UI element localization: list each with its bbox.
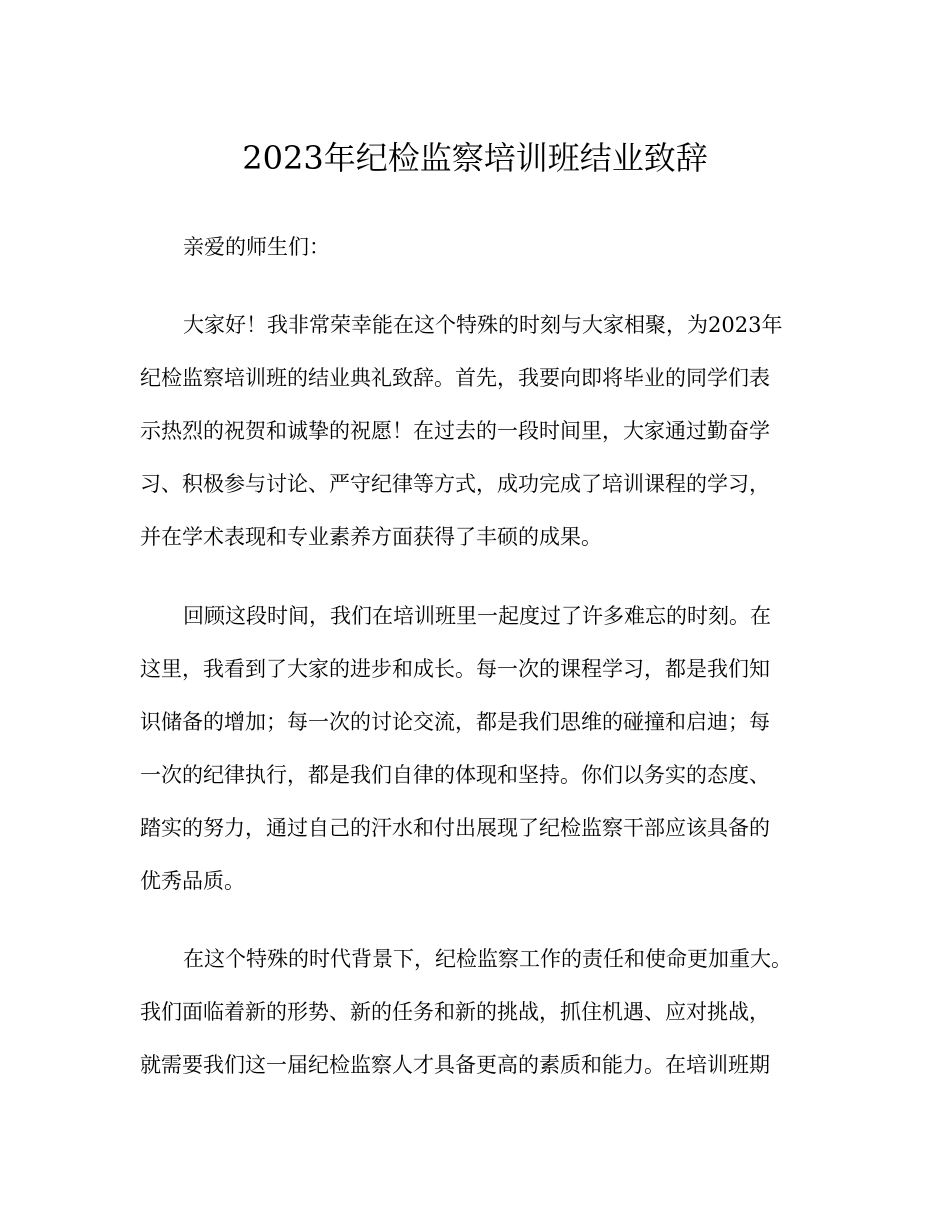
paragraph-line: 大家好！我非常荣幸能在这个特殊的时刻与大家相聚，为2023年 <box>183 313 783 337</box>
paragraph-line: 这里，我看到了大家的进步和成长。每一次的课程学习，都是我们知 <box>140 657 770 681</box>
paragraph-line: 在这个特殊的时代背景下，纪检监察工作的责任和使命更加重大。 <box>183 947 792 971</box>
paragraph-line: 踏实的努力，通过自己的汗水和付出展现了纪检监察干部应该具备的 <box>140 816 770 840</box>
paragraph-line: 纪检监察培训班的结业典礼致辞。首先，我要向即将毕业的同学们表 <box>140 366 770 390</box>
paragraph-line: 我们面临着新的形势、新的任务和新的挑战，抓住机遇、应对挑战， <box>140 1000 770 1024</box>
paragraph-line: 识储备的增加；每一次的讨论交流，都是我们思维的碰撞和启迪；每 <box>140 710 770 734</box>
paragraph-line: 并在学术表现和专业素养方面获得了丰硕的成果。 <box>140 525 602 549</box>
paragraph-line: 一次的纪律执行，都是我们自律的体现和坚持。你们以务实的态度、 <box>140 763 770 787</box>
paragraph-line: 习、积极参与讨论、严守纪律等方式，成功完成了培训课程的学习， <box>140 472 770 496</box>
greeting: 亲爱的师生们： <box>183 235 330 259</box>
document-title: 2023年纪检监察培训班结业致辞 <box>242 139 708 177</box>
paragraph-line: 优秀品质。 <box>140 869 245 893</box>
paragraph-line: 回顾这段时间，我们在培训班里一起度过了许多难忘的时刻。在 <box>183 604 771 628</box>
paragraph-line: 示热烈的祝贺和诚挚的祝愿！在过去的一段时间里，大家通过勤奋学 <box>140 419 770 443</box>
paragraph-line: 就需要我们这一届纪检监察人才具备更高的素质和能力。在培训班期 <box>140 1053 770 1077</box>
